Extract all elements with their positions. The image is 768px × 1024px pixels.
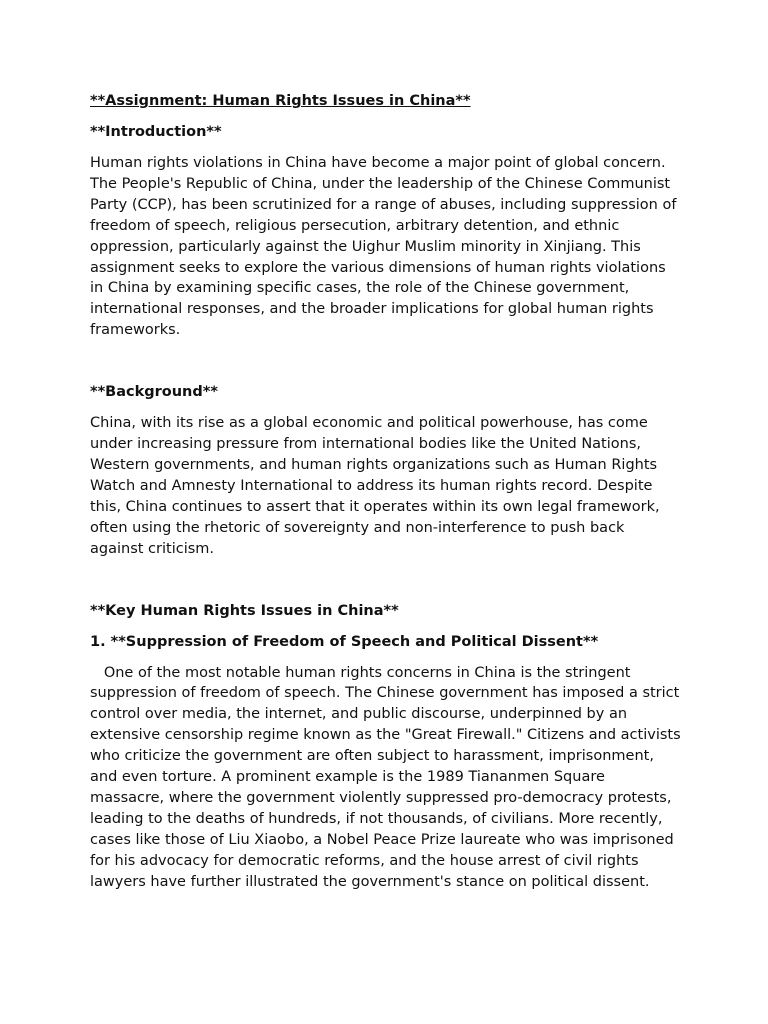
document-body xyxy=(90,91,686,892)
spacer xyxy=(90,560,682,601)
issue-1-paragraph: One of the most notable human rights concerns in China is the stringent suppression of freedom of speech. The Chinese government has imposed a strict control over media, the internet, and public discourse, underpinned by an extensive censorship regime known as the "Great Firewall." Citizens and activists who criticize the government are often subject to harassment, imprisonment, and even torture. A prominent example is the 1989 Tiananmen Square massacre, where the government violently suppressed pro-democracy protests, leading to the deaths of hundreds, if not thousands, of civilians. More recently, cases like those of Liu Xiaobo, a Nobel Peace Prize laureate who was imprisoned for his advocacy for democratic reforms, and the house arrest of civil rights lawyers have further illustrated the government's stance on political dissent. xyxy=(90,664,686,890)
issue-1-heading: 1. **Suppression of Freedom of Speech and Political Dissent** xyxy=(90,633,599,650)
introduction-heading: **Introduction** xyxy=(90,124,222,140)
spacer xyxy=(90,341,682,382)
document-title: **Assignment: Human Rights Issues in China** xyxy=(90,93,471,109)
background-heading: **Background** xyxy=(90,384,218,401)
introduction-paragraph: Human rights violations in China have become a major point of global concern. The People's Republic of China, under the leadership of the Chinese Communist Party (CCP), has been scrutinized for a range of abuses, including suppression of freedom of speech, religious persecution, arbitrary detention, and ethnic oppression, particularly against the Uighur Muslim minority in Xinjiang. This assignment seeks to explore the various dimensions of human rights violations in China by examining specific cases, the role of the Chinese government, international responses, and the broader implications for global human rights frameworks. xyxy=(90,155,677,339)
key-issues-heading: **Key Human Rights Issues in China** xyxy=(90,602,399,619)
background-paragraph: China, with its rise as a global economic and political powerhouse, has come under increasing pressure from international bodies like the United Nations, Western governments, and human rights organizations such as Human Rights Watch and Amnesty International to address its human rights record. Despite this, China continues to assert that it operates within its own legal framework, often using the rhetoric of sovereignty and non-interference to push back against criticism. xyxy=(90,415,660,557)
